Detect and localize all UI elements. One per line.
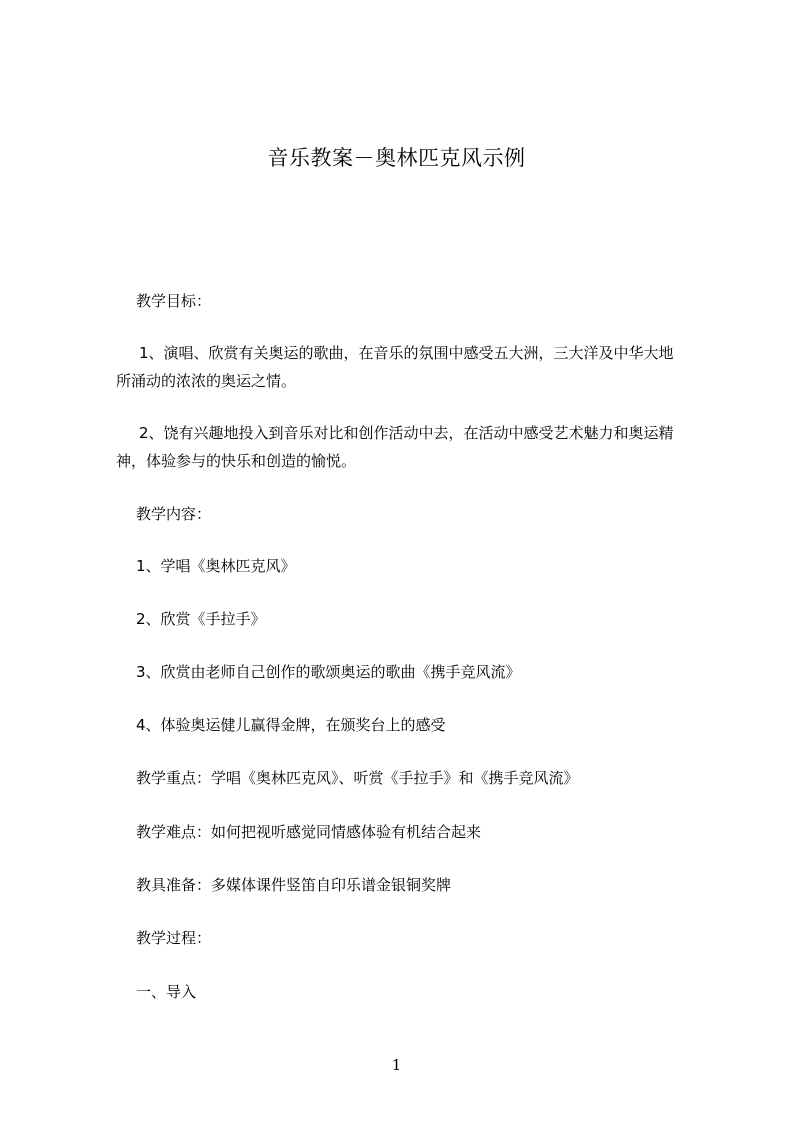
document-title: 音乐教案－奥林匹克风示例 xyxy=(267,146,526,170)
page-number: 1 xyxy=(391,1056,402,1074)
process-step-1: 一、导入 xyxy=(136,983,197,1001)
materials: 教具准备：多媒体课件竖笛自印乐谱金银铜奖牌 xyxy=(136,876,452,894)
difficulties: 教学难点：如何把视听感觉同情感体验有机结合起来 xyxy=(136,823,482,841)
content-item-4: 4、体验奥运健儿赢得金牌，在颁奖台上的感受 xyxy=(136,716,446,734)
section-heading-process: 教学过程： xyxy=(136,929,212,947)
goal-1-line-1: 1、演唱、欣赏有关奥运的歌曲，在音乐的氛围中感受五大洲，三大洋及中华大地 xyxy=(139,344,674,362)
key-points: 教学重点：学唱《奥林匹克风》、听赏《手拉手》和《携手竞风流》 xyxy=(136,769,579,787)
section-heading-content: 教学内容： xyxy=(136,505,212,523)
content-item-3: 3、欣赏由老师自己创作的歌颂奥运的歌曲《携手竞风流》 xyxy=(136,663,521,681)
goal-2-line-1: 2、饶有兴趣地投入到音乐对比和创作活动中去，在活动中感受艺术魅力和奥运精 xyxy=(139,424,674,442)
content-item-2: 2、欣赏《手拉手》 xyxy=(136,610,266,628)
goal-1-line-2: 所涌动的浓浓的奥运之情。 xyxy=(116,372,297,390)
content-item-1: 1、学唱《奥林匹克风》 xyxy=(136,557,296,575)
section-heading-goals: 教学目标： xyxy=(136,292,212,310)
goal-2-line-2: 神，体验参与的快乐和创造的愉悦。 xyxy=(116,452,357,470)
